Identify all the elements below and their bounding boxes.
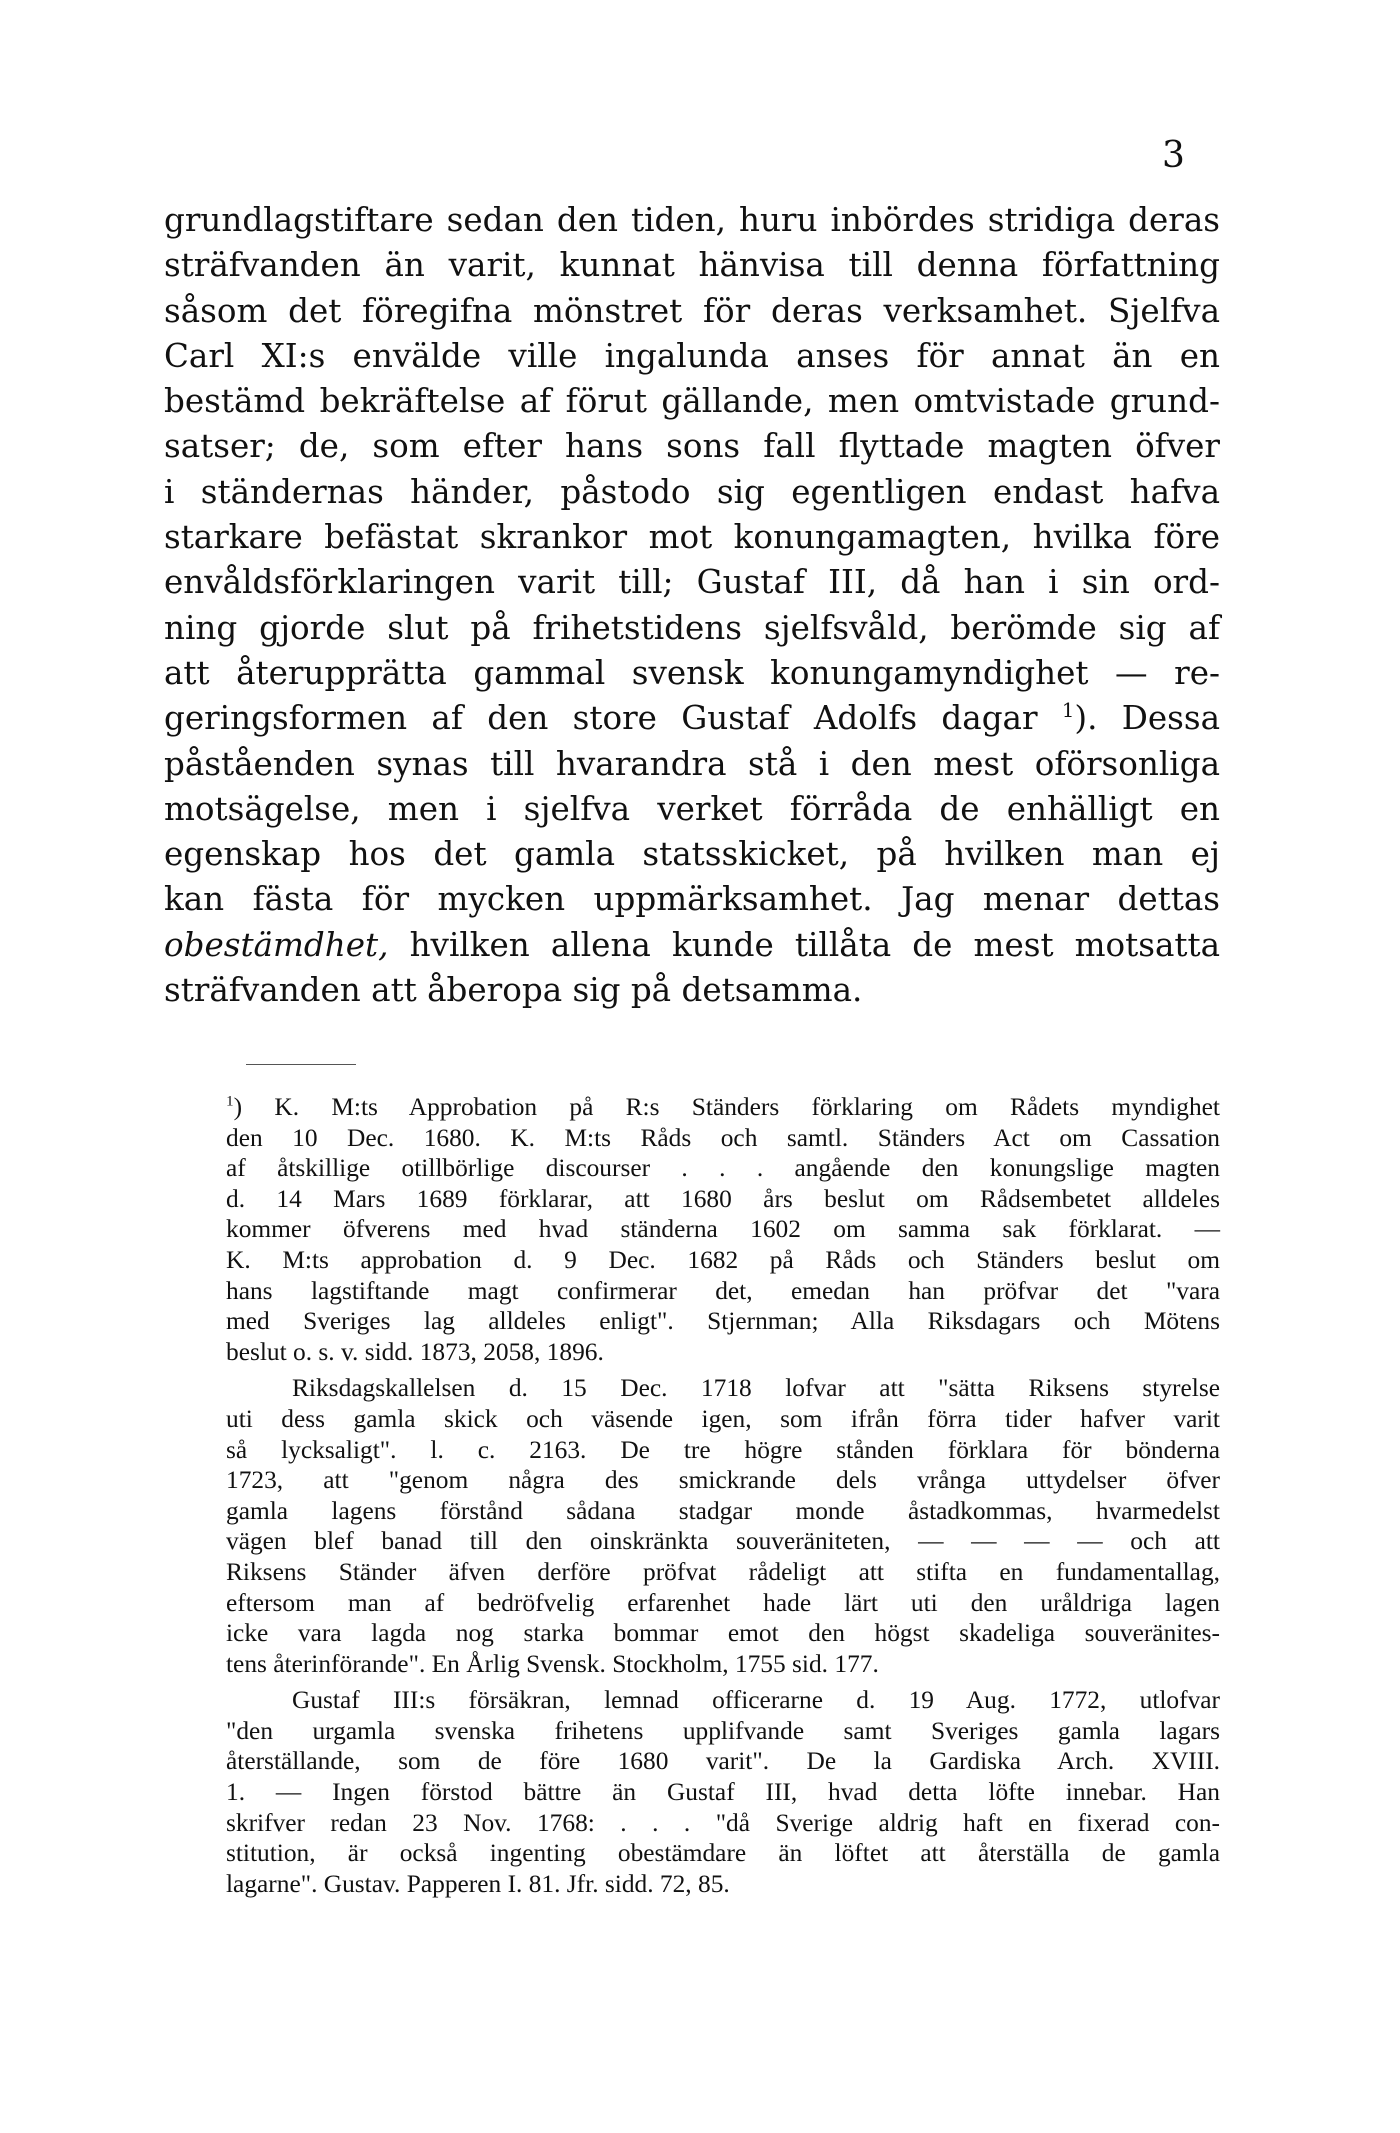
footnote-line: Gustaf III:s försäkran, lemnad officerarne d. 19 Aug. 1772, utlofvar: [292, 1686, 1220, 1715]
footnote-line: af åtskillige otillbörlige discourser . . . angående den konungslige magten: [226, 1154, 1220, 1183]
body-line: egenskap hos det gamla statsskicket, på hvilken man ej: [164, 835, 1220, 874]
body-line: ning gjorde slut på frihetstidens sjelfsvåld, berömde sig af: [164, 608, 1220, 647]
footnote-line: hans lagstiftande magt confirmerar det, emedan han pröfvar det "vara: [226, 1276, 1220, 1305]
footnote-reference: 1: [1061, 699, 1075, 723]
footnotes: [226, 1092, 1220, 1899]
footnote-line: K. M:ts approbation d. 9 Dec. 1682 på Råds och Ständers beslut om: [226, 1245, 1220, 1274]
body-line-text: hvilken allena kunde tillåta de mest motsatta: [409, 925, 1220, 964]
body-line-suffix: . Dessa: [1087, 699, 1221, 738]
body-line: Carl XI:s envälde ville ingalunda anses för annat än en: [164, 336, 1220, 375]
body-line: påståenden synas till hvarandra stå i den mest oförsonliga: [164, 744, 1220, 783]
footnote-paragraph: [226, 1092, 1220, 1367]
page-number: 3: [1162, 135, 1185, 176]
footnote-line: 1723, att "genom några des smickrande dels vrånga uttydelser öfver: [226, 1466, 1220, 1495]
emphasized-word: obestämdhet,: [164, 925, 389, 964]
body-line: kan fästa för mycken uppmärksamhet. Jag menar dettas: [164, 880, 1220, 919]
footnote-line-text: K. M:ts Approbation på R:s Ständers förklaring om Rådets myndighet: [274, 1093, 1220, 1121]
body-line-text: geringsformen af den store Gustaf Adolfs dagar: [164, 699, 1038, 738]
body-text: [164, 198, 1220, 1013]
footnote-line: stitution, är också ingenting obestämdare än löftet att återställa de gamla: [226, 1839, 1220, 1868]
footnote-line: Riksdagskallelsen d. 15 Dec. 1718 lofvar att "sätta Riksens styrelse: [292, 1374, 1220, 1403]
footnote-line: kommer öfverens med hvad ständerna 1602 om samma sak förklarat. —: [226, 1215, 1220, 1244]
footnote-line: den 10 Dec. 1680. K. M:ts Råds och samtl. Ständers Act om Cassation: [226, 1123, 1220, 1152]
footnote-line: vägen blef banad till den oinskränkta souveräniteten, — — — — och att: [226, 1527, 1220, 1556]
footnote-separator: [246, 1064, 356, 1065]
body-line: motsägelse, men i sjelfva verket förråda de enhälligt en: [164, 789, 1220, 828]
footnote-line: med Sveriges lag alldeles enligt". Stjernman; Alla Riksdagars och Mötens: [226, 1307, 1220, 1336]
footnote-line: så lycksaligt". l. c. 2163. De tre högre stånden förklara för bönderna: [226, 1435, 1220, 1464]
footnote-line: $^1$) K. M:ts Approbation på R:s Ständers förklaring om Rådets myndighet: [226, 1092, 1220, 1121]
body-line: sträfvanden än varit, kunnat hänvisa till denna författning: [164, 246, 1220, 285]
body-line: i ständernas händer, påstodo sig egentligen endast hafva: [164, 472, 1220, 511]
footnote-line: beslut o. s. v. sidd. 1873, 2058, 1896.: [226, 1337, 604, 1366]
footnote-line: gamla lagens förstånd sådana stadgar monde åstadkommas, hvarmedelst: [226, 1496, 1220, 1525]
body-line: envåldsförklaringen varit till; Gustaf III, då han i sin ord-: [164, 563, 1220, 602]
footnote-line: återställande, som de före 1680 varit". De la Gardiska Arch. XVIII.: [226, 1747, 1220, 1776]
footnote-line: "den urgamla svenska frihetens upplifvande samt Sveriges gamla lagars: [226, 1716, 1220, 1745]
body-line: att återupprätta gammal svensk konungamyndighet — re-: [164, 653, 1220, 692]
footnote-line: lagarne". Gustav. Papperen I. 81. Jfr. sidd. 72, 85.: [226, 1869, 730, 1898]
body-line-with-footnote-ref: geringsformen af den store Gustaf Adolfs dagar $^1$). Dessa: [164, 699, 1221, 738]
footnote-line: 1. — Ingen förstod bättre än Gustaf III, hvad detta löfte innebar. Han: [226, 1778, 1220, 1807]
footnote-line: icke vara lagda nog starka bommar emot den högst skadeliga souveränites-: [226, 1619, 1220, 1648]
footnote-line: skrifver redan 23 Nov. 1768: . . . "då Sverige aldrig haft en fixerad con-: [226, 1808, 1220, 1837]
body-line: satser; de, som efter hans sons fall flyttade magten öfver: [164, 427, 1220, 466]
body-line-with-emphasis: [164, 923, 1220, 968]
footnote-line: tens återinförande". En Årlig Svensk. Stockholm, 1755 sid. 177.: [226, 1649, 879, 1678]
body-line: starkare befästat skrankor mot konungamagten, hvilka före: [164, 518, 1220, 557]
footnote-line: Riksens Ständer äfven derföre pröfvat rådeligt att stifta en fundamentallag,: [226, 1557, 1220, 1586]
footnote-line: uti dess gamla skick och väsende igen, som ifrån förra tider hafver varit: [226, 1404, 1220, 1433]
footnote-line: eftersom man af bedröfvelig erfarenhet hade lärt uti den uråldriga lagen: [226, 1588, 1220, 1617]
body-line: bestämd bekräftelse af förut gällande, men omtvistade grund-: [164, 382, 1220, 421]
footnote-line: d. 14 Mars 1689 förklarar, att 1680 års beslut om Rådsembetet alldeles: [226, 1184, 1220, 1213]
body-line: såsom det föregifna mönstret för deras verksamhet. Sjelfva: [164, 291, 1220, 330]
footnote-paragraph: [226, 1685, 1220, 1899]
body-line: grundlagstiftare sedan den tiden, huru inbördes stridiga deras: [164, 201, 1220, 239]
footnote-paragraph: [226, 1373, 1220, 1679]
footnote-marker: 1: [226, 1092, 234, 1110]
body-line: sträfvanden att åberopa sig på detsamma.: [164, 971, 863, 1010]
